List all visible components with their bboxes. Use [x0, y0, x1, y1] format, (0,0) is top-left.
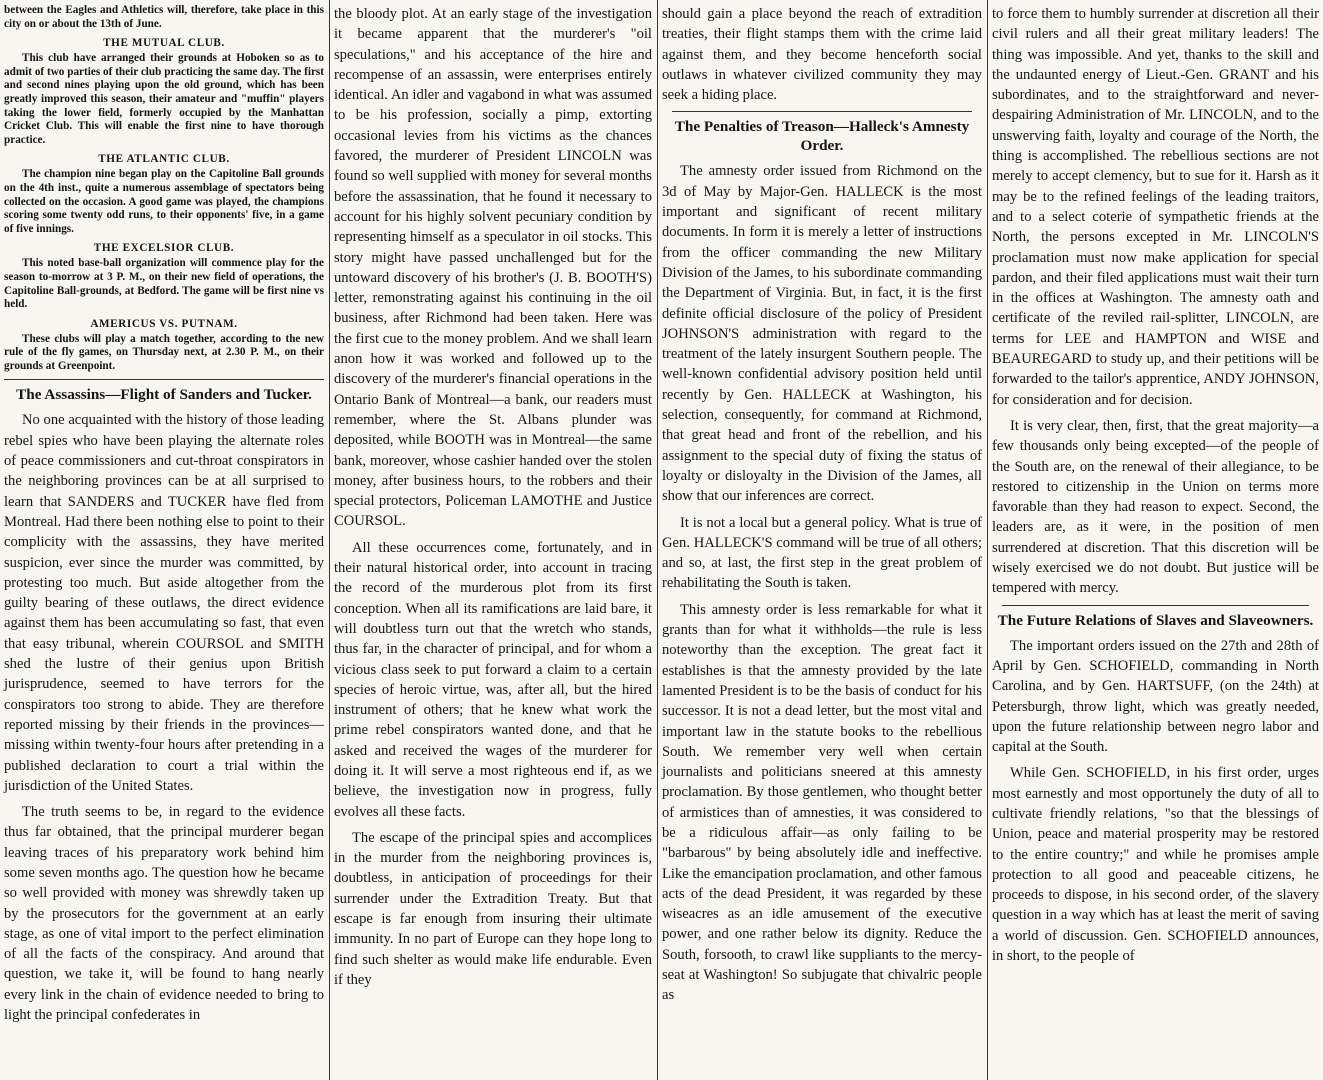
section-divider	[672, 111, 972, 112]
club-heading: THE EXCELSIOR CLUB.	[93, 242, 235, 255]
article-paragraph: All these occurrences come, fortunately, and in their natural historical order, into account in tracing the record of the murderous plot from its first conception. When all its ramifications are laid bare, it will doubtless turn out that the wretch who stands, thus far, in the character of principal, and for whom a vicious class seek to put forward a claim to a certain species of heroic virtue, was, after all, but the hired instrument of others; that he knew what work the prime rebel conspirators wanted done, and that he asked and received the wages of the murderer for doing it. It will serve a most righteous end if, as we believe, the investigation now in progress, fully evolves all these facts.	[334, 539, 652, 820]
article-headline: The Future Relations of Slaves and Slaveowners.	[997, 611, 1314, 629]
club-item: This noted base-ball organization will commence play for the season to-morrow at 3 P. M., on their new field of operations, the Capitoline Ball-grounds, at Bedford. The game will be first nine vs held.	[4, 257, 324, 311]
article-paragraph: The truth seems to be, in regard to the evidence thus far obtained, that the principal murderer began leaving traces of his preparatory work behind him some seven months ago. The question how he became so well provided with money was shrewdly taken up by the prosecutors for the government at an early stage, as one of vital import to the perfect elimination of all the facts of the conspiracy. And around that question, we take it, will be found to hang nearly every link in the chain of evidence needed to bring to light the principal confederates in	[4, 804, 324, 1024]
section-divider	[1002, 605, 1309, 606]
article-headline: The Assassins—Flight of Sanders and Tucker.	[16, 386, 312, 404]
article-paragraph: It is not a local but a general policy. What is true of Gen. HALLECK'S command will be true of all others; and so, at last, the first step in the great problem of rehabilitating the South is taken.	[662, 514, 982, 592]
club-item: This club have arranged their grounds at Hoboken so as to admit of two parties of their club practicing the same day. The first and second nines playing upon the old ground, which has been greatly improved this season, their amateur and "muffin" players taking the lower field, formerly occupied by the Manhattan Cricket Club. This will enable the first nine to have thorough practice.	[4, 52, 324, 146]
column-2	[330, 0, 656, 1080]
column-1	[0, 0, 328, 1080]
column-3	[658, 0, 986, 1080]
article-paragraph: The escape of the principal spies and accomplices in the murder from the neighboring provinces is, doubtless, in anticipation of proceedings for their surrender under the Extradition Treaty. But that escape is far enough from insuring their ultimate immunity. In no part of Europe can they hope long to find such shelter as would make life endurable. Even if they	[334, 829, 652, 988]
section-divider	[4, 379, 324, 380]
club-item: These clubs will play a match together, according to the new rule of the fly games, on Thursday next, at 2.30 P. M., on their grounds at Greenpoint.	[4, 332, 324, 372]
column-4	[988, 0, 1323, 1080]
club-heading: THE MUTUAL CLUB.	[103, 37, 225, 50]
sports-news	[4, 4, 324, 373]
article-paragraph: It is very clear, then, first, that the great majority—a few thousands only being excepted—of the people of the South are, on the renewal of their allegiance, to be restored to citizenship in the Union on terms more favorable than they had reason to expect. Second, the leaders are, as it were, in the position of men surrendered at discretion. That this discretion will be wisely exercised we do not doubt. But justice will be tempered with mercy.	[992, 417, 1319, 597]
article-paragraph: the bloody plot. At an early stage of the investigation it became apparent that the murderer's "oil speculations," and his acceptance of the hire and recompense of an assassin, were enterprises entirely identical. An idler and vagabond in what was assumed to be his profession, socially a pimp, extorting occasional levies from his victims as the chances favored, the murderer of President LINCOLN was found so well supplied with money for several months before the assassination, that he found it necessary to account for his highly solvent pecuniary condition by representing himself as a speculator in oil stocks. This story might have passed unchallenged but for the untoward discovery of his brother's (J. B. BOOTH'S) letter, remonstrating against his continuing in the oil business, after Richmond had been taken. Here was the first cue to the money problem. And we shall learn anon how it was worked and followed up to the discovery of the murderer's financial operations in the Ontario Bank of Montreal—a bank, our readers must remember, where the St. Albans plunder was deposited, while BOOTH was in Montreal—the same bank, moreover, whose cashier handed over the stolen money, after business hours, to the robbers and their special protectors, Policeman LAMOTHE and Justice COURSOL.	[334, 6, 652, 530]
article-paragraph: to force them to humbly surrender at discretion all their civil rulers and all their great military leaders! The thing was impossible. And yet, thanks to the skill and the undaunted energy of Lieut.-Gen. GRANT and his subordinates, and to the straightforward and never-despairing Administration of Mr. LINCOLN, and to the unswerving faith, loyalty and courage of the North, the thing is accomplished. The rebellious sections are not merely to accept clemency, but to sue for it. Harsh as it may be to the refined feelings of the leading traitors, and to a select coterie of sympathetic friends at the North, the persons excepted in Mr. LINCOLN'S proclamation must now make application for special pardon, and their filed applications must wait their turn in the offices at Washington. The amnesty oath and certificate of the reviled rail-splitter, LINCOLN, are terms for LEE and HAMPTON and WISE and BEAUREGARD to study up, and their petitions will be forwarded to the tailor's apprentice, ANDY JOHNSON, for consideration and for decision.	[992, 6, 1319, 408]
article-paragraph: This amnesty order is less remarkable for what it grants than for what it withholds—the rule is less noteworthy than the exception. The great fact it establishes is that the amnesty provided by the late lamented President is to be the basis of conduct for his successor. It is not a dead letter, but the most vital and important law in the statute books to the rebellious South. We remember very well when certain journalists and politicians sneered at this amnesty proclamation. By those gentlemen, who thought better of armistices than of amnesties, it was considered to be a ridiculous affair—as only failing to be "barbarous" by being absolutely idle and ineffective. Like the emancipation proclamation, and other famous acts of the dead President, it was regarded by these wiseacres as an idle amusement of the executive power, and one rather below its dignity. Reduce the South, forsooth, to crawl like suppliants to the mercy-seat at Washington! So subjugate that chivalric people as	[662, 601, 982, 1004]
article-paragraph: should gain a place beyond the reach of extradition treaties, their flight stamps them with the crime laid against them, and they become henceforth social outlaws in whatever civilized community they may seek a hiding place.	[662, 6, 982, 104]
sports-intro: between the Eagles and Athletics will, therefore, take place in this city on or about the 13th of June.	[4, 4, 324, 30]
article-paragraph: No one acquainted with the history of those leading rebel spies who have been playing the alternate roles of peace commissioners and cut-throat conspirators in the neighboring provinces can be at all surprised to learn that SANDERS and TUCKER have fled from Montreal. Had there been nothing else to point to their complicity with the assassins, they have merited suspicion, ever since the murder was committed, by protesting too much. But aside altogether from the guilty bearing of these outlaws, the direct evidence against them has been accumulating so fast, that even that easy tribunal, wherein COURSOL and SMITH shed the lustre of their genius upon British jurisprudence, seemed to have terrors for the conspirators too strong to abide. They are therefore reported missing by their friends in the provinces—missing within twenty-four hours after pretending in a published declaration to court a trial within the jurisdiction of the United States.	[4, 412, 324, 794]
article-paragraph: The important orders issued on the 27th and 28th of April by Gen. SCHOFIELD, commanding in North Carolina, and by Gen. HARTSUFF, (on the 24th) at Petersburgh, throw light, which was greatly needed, upon the future relationship between negro labor and capital at the South.	[992, 637, 1319, 756]
club-heading: THE ATLANTIC CLUB.	[98, 153, 230, 166]
article-headline: The Penalties of Treason—Halleck's Amnesty Order.	[674, 118, 970, 155]
club-heading: AMERICUS VS. PUTNAM.	[90, 317, 238, 330]
article-paragraph: While Gen. SCHOFIELD, in his first order, urges most earnestly and most opportunely the duty of all to cultivate friendly relations, "so that the blessings of Union, peace and material prosperity may be restored to the entire country;" and while he promises ample protection to all good and peaceable citizens, he proceeds to dispose, in his second order, of the slavery question in a way which has at least the merit of saving a world of discussion. Gen. SCHOFIELD announces, in short, to the people of	[992, 765, 1319, 965]
club-item: The champion nine began play on the Capitoline Ball grounds on the 4th inst., quite a numerous assemblage of spectators being collected on the occasion. A good game was played, the champions scoring some twenty odd runs, to their opponents' five, in a game of five innings.	[4, 168, 324, 235]
article-paragraph: The amnesty order issued from Richmond on the 3d of May by Major-Gen. HALLECK is the most important and significant of recent military documents. In form it is merely a letter of instructions from the officer commanding the new Military Division of the James, to his subordinate commanding the Department of Virginia. But, in fact, it is the first definite official disclosure of the policy of President JOHNSON'S administration with regard to the treatment of the lately insurgent Southern people. The well-known confidential advisory position held until recently by Gen. HALLECK at Washington, his selection, consequently, for command at Richmond, that great head and front of the rebellion, and his assignment to the special duty of fixing the status of loyalty or disloyalty in the Division of the James, all show that our inferences are correct.	[662, 163, 982, 505]
